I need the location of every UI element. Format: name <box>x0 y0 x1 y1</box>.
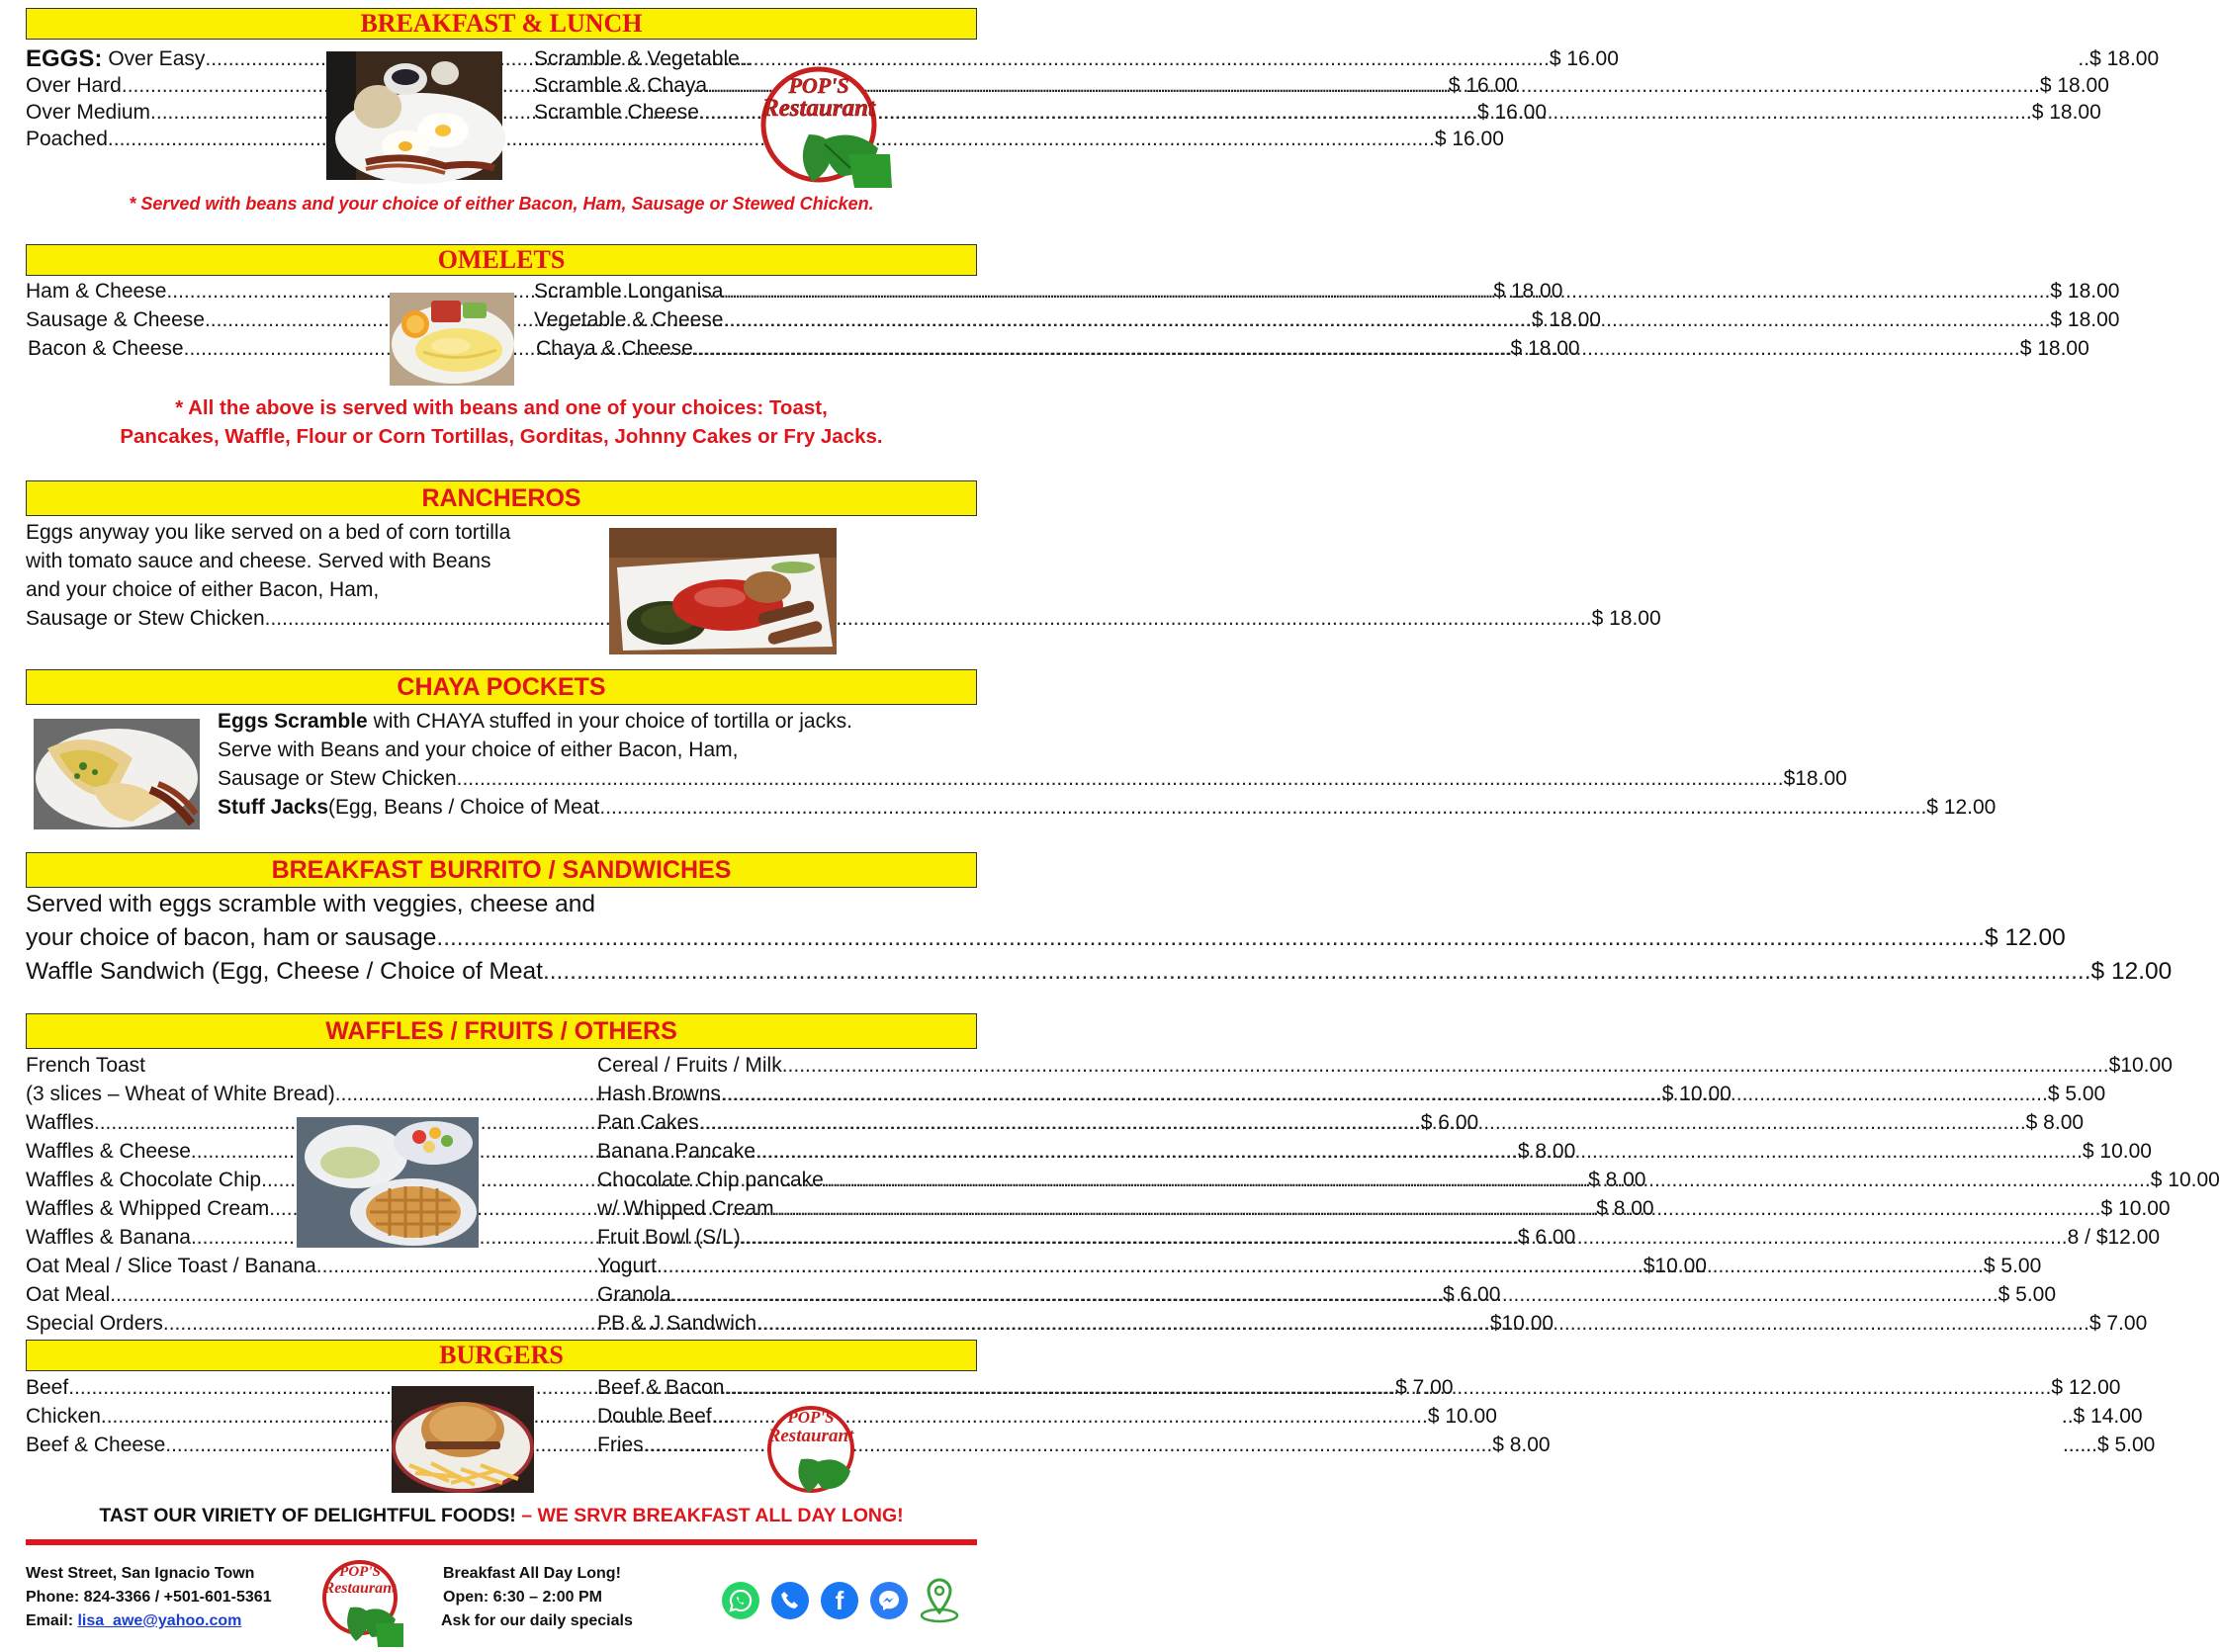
item-name: Beef & Bacon <box>597 1376 725 1399</box>
item-price: $10.00 <box>2108 1054 2173 1077</box>
item-name: Fries <box>597 1434 644 1456</box>
item-price: ..$ 18.00 <box>2078 47 2160 70</box>
section-header-omelets: OMELETS <box>26 244 977 276</box>
item-price: .$ 18.00 <box>2025 101 2101 124</box>
item-price: $ 18.00 <box>1591 607 1661 630</box>
item-name: Over Hard <box>26 74 122 97</box>
section-header-breakfast: BREAKFAST & LUNCH <box>26 8 977 40</box>
tagline-black: TAST OUR VIRIETY OF DELIGHTFUL FOODS! <box>99 1505 516 1526</box>
chaya-pocket-photo <box>34 719 200 829</box>
item-price: $ 6.00 <box>1517 1226 1576 1249</box>
item-price: $ 5.00 <box>2047 1083 2106 1105</box>
rancheros-line1: Eggs anyway you like served on a bed of corn tortilla <box>26 521 511 544</box>
item-name: PB & J Sandwich. <box>597 1312 762 1335</box>
menu-item-waffle-sandwich <box>26 955 2173 989</box>
item-name: Granola <box>597 1283 671 1306</box>
footer-hours-title: Breakfast All Day Long! <box>443 1565 621 1582</box>
section-header-burrito: BREAKFAST BURRITO / SANDWICHES <box>26 852 977 888</box>
tagline <box>26 1505 977 1527</box>
chaya-line2: Serve with Beans and your choice of either Bacon, Ham, <box>218 739 739 761</box>
item-name: Bacon & Cheese <box>28 337 184 360</box>
section-header-chaya: CHAYA POCKETS <box>26 669 977 705</box>
item-price: 8 / $12.00 <box>2067 1226 2161 1249</box>
chaya-title: Eggs Scramble <box>218 710 368 733</box>
item-price: ......$ 5.00 <box>2062 1434 2156 1456</box>
menu-item-poached <box>26 125 1504 153</box>
item-price: $ 18.00 <box>1531 308 1601 331</box>
pops-logo-footer <box>320 1558 403 1647</box>
item-name: Poached <box>26 128 108 150</box>
item-name: (3 slices – Wheat of White Bread) <box>26 1083 335 1105</box>
whatsapp-icon[interactable] <box>722 1582 759 1619</box>
menu-item-double-beef: Double Beef .... ..$ 14.00 <box>597 1402 977 1431</box>
item-name: Waffles & Chocolate Chip <box>26 1169 262 1191</box>
email-link[interactable]: lisa_awe@yahoo.com <box>77 1612 242 1629</box>
item-name: Beef & Cheese <box>26 1434 166 1456</box>
item-name: Waffle Sandwich (Egg, Cheese / Choice of Meat <box>26 958 543 985</box>
item-price: $ 18.00 <box>2019 337 2089 360</box>
logo-line2: Restaurant <box>762 95 875 122</box>
item-name: Scramble & Vegetable.. <box>534 47 752 70</box>
location-icon[interactable] <box>918 1576 961 1623</box>
item-name: Over Medium <box>26 101 151 124</box>
item-name: Waffles & Cheese <box>26 1140 191 1163</box>
item-name: (Egg, Beans / Choice of Meat <box>328 796 600 819</box>
item-name: Ham & Cheese <box>26 280 167 303</box>
item-price: $ 18.00 <box>2050 280 2120 303</box>
item-price: ..$ 14.00 <box>2061 1405 2143 1428</box>
item-price: $ 18.00 <box>1493 280 1563 303</box>
item-name: Oat Meal. <box>26 1283 117 1306</box>
item-name: Yogurt <box>597 1255 657 1277</box>
footer-email-line <box>26 1609 241 1633</box>
menu-item-scramble-longanisa <box>534 277 2120 305</box>
item-price: $ 8.00 <box>1596 1197 1654 1220</box>
pops-logo <box>761 65 896 188</box>
chaya-line1 <box>218 707 852 736</box>
item-name: Chaya & Cheese <box>536 337 693 360</box>
item-name: Oat Meal / Slice Toast / Banana <box>26 1255 316 1277</box>
pops-logo-burgers <box>765 1402 860 1497</box>
item-name: Special Orders <box>26 1312 163 1335</box>
item-name: Banana Pancake <box>597 1140 755 1163</box>
facebook-icon[interactable]: f <box>821 1582 858 1619</box>
item-price: $ 6.00 <box>1442 1283 1501 1306</box>
item-price: $ 10.00 <box>2082 1140 2152 1163</box>
item-name: Vegetable & Cheese <box>534 308 724 331</box>
item-price: $ 16.00 <box>1448 74 1518 97</box>
item-price: $10.00 <box>1643 1255 1707 1277</box>
email-label: Email: <box>26 1612 78 1629</box>
item-name: Fruit Bowl (S/L) <box>597 1226 741 1249</box>
item-name: Waffles & Banana <box>26 1226 191 1249</box>
item-price: $ 12.00 <box>1926 796 1997 819</box>
item-name: Scramble & Chaya <box>534 74 708 97</box>
item-name: Scramble Longanisa <box>534 280 724 303</box>
item-price: $ 16.00 <box>1476 101 1548 124</box>
menu-item-stuff-jacks <box>218 793 1997 822</box>
menu-item-chaya-pocket <box>218 764 1847 793</box>
menu-item-vegetable-cheese <box>534 305 2120 334</box>
eggs-note: * Served with beans and your choice of either Bacon, Ham, Sausage or Stewed Chicken. <box>129 194 874 214</box>
item-price: $ 10.00 <box>2100 1197 2171 1220</box>
item-name: Beef <box>26 1376 69 1399</box>
menu-item-waffles-right <box>597 1051 2173 1080</box>
item-price: $ 8.00 <box>1517 1140 1576 1163</box>
item-price: $ 12.00 <box>1984 924 2066 951</box>
item-name: Over Easy <box>108 47 206 70</box>
red-divider <box>26 1539 977 1545</box>
item-price: $ 5.00 <box>1998 1283 2057 1306</box>
rancheros-line2: with tomato sauce and cheese. Served with Beans <box>26 550 491 572</box>
eggs-label: EGGS: <box>26 45 103 72</box>
item-price: $ 12.00 <box>2051 1376 2121 1399</box>
footer-specials: Ask for our daily specials <box>441 1612 633 1629</box>
item-price: .$ 18.00 <box>2034 74 2109 97</box>
item-price: $ 10.00 <box>1427 1405 1497 1428</box>
item-name: Cereal / Fruits / Milk <box>597 1054 782 1077</box>
logo-line1: POP'S <box>339 1564 381 1580</box>
item-name: Pan Cakes <box>597 1111 699 1134</box>
menu-item-fries: Fries ................ ......$ 5.00 <box>597 1431 977 1459</box>
omelet-photo <box>390 293 514 386</box>
waffles-photo <box>297 1117 479 1248</box>
logo-line1: POP'S <box>787 1408 835 1427</box>
item-name: Sausage or Stew Chicken <box>218 767 457 790</box>
french-toast-header: French Toast <box>26 1054 146 1077</box>
item-price: $ 18.00 <box>1510 337 1580 360</box>
item-name-bold: Stuff Jacks <box>218 796 329 819</box>
item-name: w/ Whipped Cream <box>597 1197 774 1220</box>
section-header-waffles: WAFFLES / FRUITS / OTHERS <box>26 1013 977 1049</box>
item-price: $ 7.00 <box>2088 1312 2148 1335</box>
item-price: $ 10.00 <box>2150 1169 2220 1191</box>
item-name: Double Beef <box>597 1405 712 1428</box>
item-name: Scramble Cheese <box>534 101 699 124</box>
item-name: Chocolate Chip pancake <box>597 1169 824 1191</box>
footer-address: West Street, San Ignacio Town <box>26 1565 255 1582</box>
item-price: $ 10.00 <box>1661 1083 1732 1105</box>
item-price: $ 8.00 <box>2025 1111 2085 1134</box>
rancheros-line3: and your choice of either Bacon, Ham, <box>26 578 380 601</box>
item-price: $18.00 <box>1783 767 1847 790</box>
item-name: Chicken <box>26 1405 101 1428</box>
item-price: $ 16.00 <box>1434 128 1504 150</box>
item-price: $ 12.00 <box>2090 958 2173 985</box>
phone-icon[interactable] <box>771 1582 809 1619</box>
burrito-line1: Served with eggs scramble with veggies, cheese and <box>26 891 596 917</box>
menu-item-over-easy: EGGS: Over Easy ... ..... $ 16.00 <box>26 44 275 73</box>
footer-hours: Open: 6:30 – 2:00 PM <box>443 1589 602 1606</box>
item-name: Waffles <box>26 1111 94 1134</box>
item-name: Sausage or Stew Chicken <box>26 607 265 630</box>
rancheros-photo <box>609 528 837 654</box>
tagline-red: – WE SRVR BREAKFAST ALL DAY LONG! <box>515 1505 904 1526</box>
item-price: $ 5.00 <box>1983 1255 2042 1277</box>
chaya-line1-rest: with CHAYA stuffed in your choice of tortilla or jacks. <box>367 710 852 733</box>
item-price: $ 18.00 <box>2050 308 2120 331</box>
omelets-note-line2: Pancakes, Waffle, Flour or Corn Tortillas, Gorditas, Johnny Cakes or Fry Jacks. <box>120 425 883 448</box>
messenger-icon[interactable] <box>870 1582 908 1619</box>
item-price: $ 7.00 <box>1395 1376 1454 1399</box>
item-price: $10.00 <box>1489 1312 1554 1335</box>
item-name: Hash Browns <box>597 1083 721 1105</box>
logo-line2: Restaurant <box>767 1426 854 1446</box>
footer-phone: Phone: 824-3366 / +501-601-5361 <box>26 1589 272 1606</box>
item-price: $ 8.00 <box>1492 1434 1551 1456</box>
logo-line1: POP'S <box>788 73 849 98</box>
section-header-burgers: BURGERS <box>26 1340 977 1371</box>
menu-item-burrito <box>26 921 2066 955</box>
logo-line2: Restaurant <box>323 1580 397 1597</box>
item-price: $ 8.00 <box>1588 1169 1646 1191</box>
section-header-rancheros: RANCHEROS <box>26 480 977 516</box>
omelets-note-line1: * All the above is served with beans and one of your choices: Toast, <box>175 396 828 419</box>
menu-item-chaya-cheese <box>536 334 2089 363</box>
eggs-bacon-photo <box>326 51 502 180</box>
burger-photo <box>392 1386 534 1493</box>
item-price: $ 6.00 <box>1420 1111 1479 1134</box>
item-name: your choice of bacon, ham or sausage <box>26 924 437 951</box>
item-price: $ 16.00 <box>1549 47 1619 70</box>
item-name: Waffles & Whipped Cream <box>26 1197 270 1220</box>
item-name: Sausage & Cheese <box>26 308 205 331</box>
